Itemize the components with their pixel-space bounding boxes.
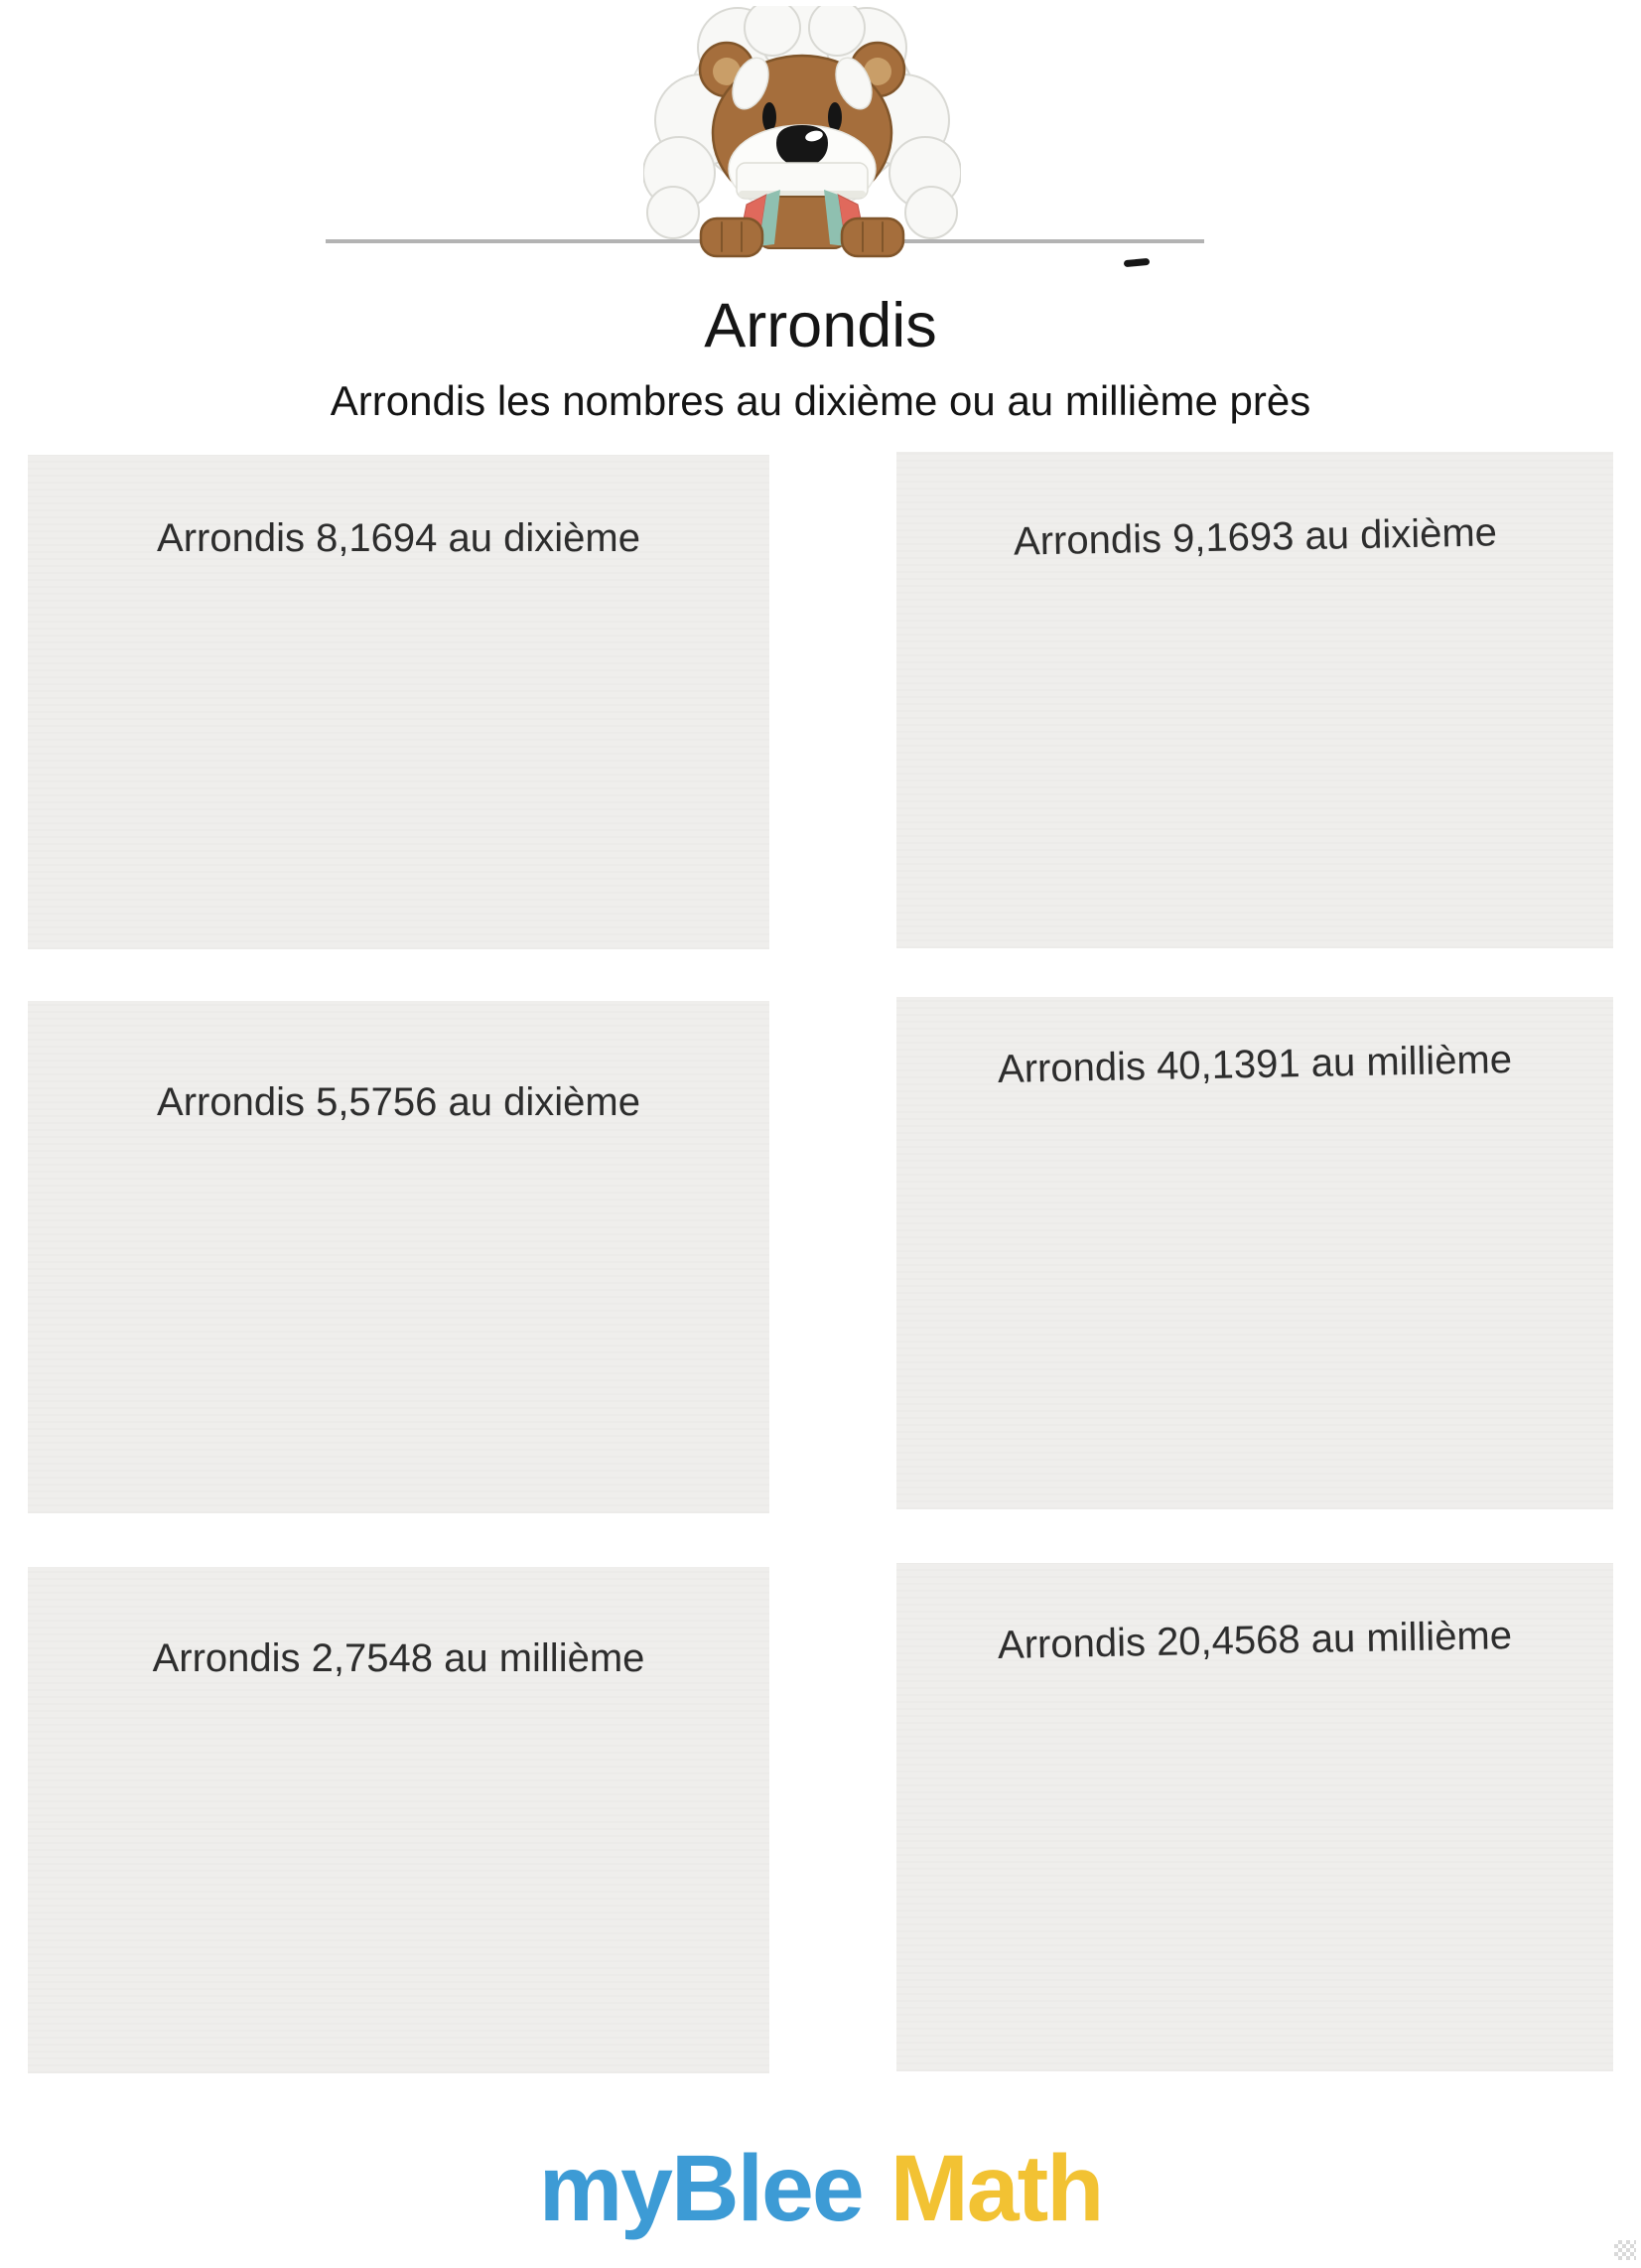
logo-text-my: my: [538, 2136, 671, 2241]
exercise-prompt: Arrondis 9,1693 au dixième: [1013, 510, 1497, 564]
exercise-prompt: Arrondis 8,1694 au dixième: [157, 516, 640, 560]
scan-corner-artifact: [1614, 2240, 1636, 2260]
exercise-card-4[interactable]: [896, 997, 1613, 1509]
myblee-math-logo: [0, 2135, 1641, 2243]
exercise-card-1[interactable]: [28, 455, 769, 949]
exercise-prompt: Arrondis 2,7548 au millième: [152, 1636, 645, 1680]
exercise-prompt: Arrondis 20,4568 au millième: [997, 1614, 1513, 1667]
exercise-prompt: Arrondis 40,1391 au millième: [997, 1038, 1513, 1091]
page-title: Arrondis: [704, 291, 937, 360]
scan-dash-artifact: [1124, 258, 1151, 267]
exercise-card-2[interactable]: [896, 452, 1613, 948]
exercise-card-5[interactable]: [28, 1567, 769, 2073]
einstein-lion-mascot-icon: [643, 6, 961, 262]
logo-text-blee: Blee: [671, 2136, 863, 2241]
exercise-card-6[interactable]: [896, 1563, 1613, 2071]
exercise-prompt: Arrondis 5,5756 au dixième: [157, 1080, 640, 1124]
logo-text-math: Math: [889, 2136, 1103, 2241]
page-subtitle: Arrondis les nombres au dixième ou au millième près: [330, 377, 1311, 424]
exercise-card-3[interactable]: [28, 1001, 769, 1513]
